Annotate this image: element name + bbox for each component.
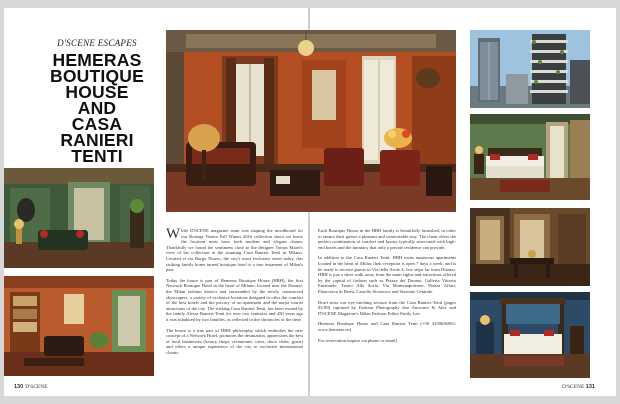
article-paragraph: Each Boutique House in the HBH family is beautifully furnished, in order to ensure their guests a pleasant and comfortable stay. The chain offers the perfect combination of comfort and luxury typically associated with high-end hotels and the intimacy that only a private residence can provide. [318,228,456,250]
article-paragraph: Hemeras Boutique House and Casa Ranieri Tenti (+39 3339636063; www.hemeras.eu) [318,321,456,332]
article-paragraph: The house is a true part of HBH philosophy which embodies the new concept of a Network Hotel, promotes the destination, appreciates the best of local businesses (luxury shops, restaurants, cafes, disco clubs, gyms) and offers a unique experience of the city to exclusive international clients. [166,327,303,355]
photo-orange-library [4,276,154,376]
article-paragraph [166,228,303,273]
page-number: 131 [585,384,595,390]
article-paragraph: Today the house is part of Hemeras Boutique House (HBH), the first Network Boutique Hotel in the heart of Milano, located near the Duomo, the Milan fashion district and surrounded by the newly constructed skyscrapers, a variety of exclusive locations designed to offer the comfort of the best hotels and the privacy of an apartment and the major tourist attractions of the city. The striking Casa Ranieri Tenti, has been owned by the family Alesse Ranieri-Tenti for over two centuries and 450 years ago it was inhabited by two families, as reflected in the chronicles of the time. [166,277,303,322]
drop-cap: W [166,226,181,242]
paragraph-text: hile D'SCENE magazine team was shaping the moodboard for our Bottega Veneta Fall Winter 2016 collection shoot we knew the location must have both modern and elegant charm. Thankfully we found the sentiment close to the designer Tomas Maier's view of his collection at the stunning Casa Ranieri Tenti in Milano. Located at via Borgo Nuovo, the city's most exclusive street today, this striking family home turned boutique hotel is a true testament of Milan's past. [166,228,303,273]
article-title [34,52,160,164]
article-paragraph: For reservation inquire via phone or email) [318,337,398,343]
photo-main-orange-salon [166,30,456,212]
folio-right [562,384,597,390]
title-line: AND [77,98,117,118]
title-line: CASA [71,114,123,134]
title-line: TENTI [71,146,123,166]
folio-label: D'SCENE [25,384,48,390]
photo-green-bedroom [470,114,590,200]
title-line: RANIERI [60,130,134,150]
article-body-column-2 [318,228,456,348]
title-line: HEMERAS [52,50,142,70]
article-paragraph: Don't miss our eye-catching session from the Casa Ranieri-Tenti (pages 83-89) captured by Fashion Photography duo Amicarre & Alex and D'SCENE Magazine's Milan Fashion Editor Emily Lee. [318,299,456,316]
article-paragraph: In addition to the Casa Ranieri Tenti, HBH owns numerous apartments located in the heart of Milan, their reception is open 7 days a week, and is be ready to receive guests in Via delle Asole 4, few steps far from Duomo. HBH is just a short walk away from the main sights and attractions offered by the capital of fashion such as Piazza dei Duomo, Galleria Vittorio Emanuele, Teatro Alla Scala, Via Montenapoleone, Piazza Affari, Pinacoteca di Brera, Castello Sforzesco and Stazione Centrale. [318,255,456,294]
folio-left [14,384,48,390]
photo-skyscrapers [470,30,590,108]
article-body-column-1 [166,228,303,360]
title-line: BOUTIQUE [50,66,144,86]
page-number: 130 [14,384,24,390]
folio-label: D'SCENE [562,384,585,390]
photo-brown-dining [470,208,590,286]
title-line: HOUSE [65,82,129,102]
photo-blue-bedroom [470,292,590,378]
photo-green-salon [4,168,154,268]
section-kicker: D'SCENE ESCAPES [57,38,137,48]
